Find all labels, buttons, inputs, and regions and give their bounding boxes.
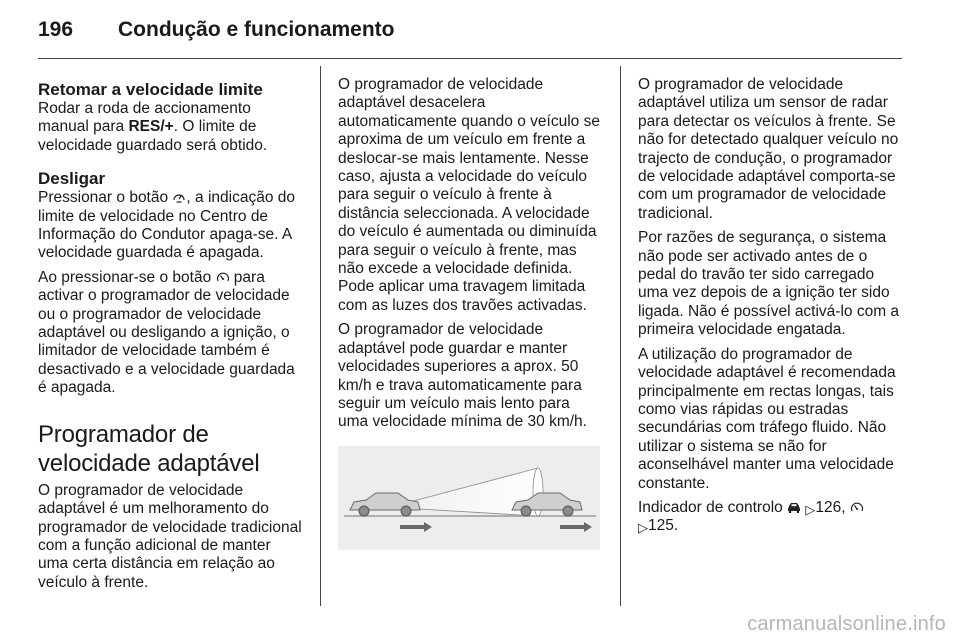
text: Indicador de controlo <box>638 498 783 516</box>
page-reference-link[interactable]: 125. <box>648 517 679 535</box>
direction-arrow-left <box>400 522 432 532</box>
section-heading-resume: Retomar a velocidade limite <box>38 80 263 99</box>
speed-limiter-icon <box>172 190 186 204</box>
text: Pressionar o botão <box>38 189 173 207</box>
text: Ao pressionar-se o botão <box>38 268 216 286</box>
chapter-title: Condução e funcionamento <box>118 18 395 41</box>
text: . O limite de velocidade guardado será obtido. <box>38 118 268 154</box>
paragraph-resume <box>38 100 304 155</box>
paragraph-control-indicator <box>638 499 904 536</box>
direction-arrow-right <box>560 522 592 532</box>
page-header <box>38 18 902 48</box>
column-divider-1 <box>320 66 321 606</box>
page-reference-arrow-icon: ▷ <box>638 520 648 536</box>
header-rule <box>38 58 902 59</box>
section-heading-adaptive-cruise: Programador de velocidade adaptável <box>38 420 260 477</box>
paragraph-deceleration: O programador de velocidade adaptável desacelera automaticamente quando o veículo se aproxima de um veículo em frente a deslocar-se mais lentamente. Nesse caso, ajusta a velocidade do veículo para seguir o veículo à frente à distância seleccionada. A velocidade do veículo é aumentada ou diminuída para seguir o veículo à frente, mas não excede a velocidade definida. Pode aplicar uma travagem limitada com as luzes dos travões activadas. <box>338 76 600 314</box>
paragraph-radar-sensor: O programador de velocidade adaptável utiliza um sensor de radar para detectar os veículos à frente. Se não for detectado qualquer veículo no trajecto de condução, o programador de velocidade adaptável comporta-se com um programador de velocidade tradicional. <box>638 76 899 222</box>
cruise-control-icon <box>850 500 864 514</box>
page-number: 196 <box>38 18 74 41</box>
text: , a indicação do limite de velocidade no Centro de Informação do Condutor apaga-se. A velocidade guardada é apagada. <box>38 189 295 262</box>
paragraph-speed-range: O programador de velocidade adaptável pode guardar e manter velocidades superiores a aprox. 50 km/h e trava automaticamente para seguir um veículo mais lento para uma velocidade mínima de 30 km/h. <box>338 321 587 431</box>
paragraph-adaptive-intro: O programador de velocidade adaptável é um melhoramento do programador de velocidade tradicional com a função adicional de manter uma certa distância em relação ao veículo à frente. <box>38 481 302 591</box>
bold-label-res: RES/+ <box>128 118 174 136</box>
watermark: carmanualsonline.info <box>747 613 946 635</box>
section-heading-switch-off: Desligar <box>38 169 106 189</box>
own-vehicle-shape <box>350 493 420 516</box>
adaptive-cruise-illustration <box>338 446 600 550</box>
paragraph-switch-off <box>38 189 304 263</box>
paragraph-safety: Por razões de segurança, o sistema não pode ser activado antes de o pedal do travão ter sido carregado uma vez depois de a ignição ter sido ligada. Não é possível activá-lo com a primeira velocidade engatada. <box>638 229 900 339</box>
column-3 <box>638 66 904 542</box>
column-1 <box>38 66 304 598</box>
cruise-control-icon <box>216 270 230 284</box>
column-divider-2 <box>620 66 621 606</box>
paragraph-deactivation <box>38 269 304 398</box>
paragraph-recommendation: A utilização do programador de velocidade adaptável é recomendada principalmente em rectas longas, tais como vias rápidas ou estradas secundárias com tráfego fluido. Não utilizar o sistema se não for aconselhável manter uma velocidade constante. <box>638 345 896 492</box>
text: Rodar a roda de accionamento manual para <box>38 100 251 136</box>
column-2 <box>338 66 604 550</box>
page-reference-link[interactable]: 126, <box>815 498 846 516</box>
vehicle-ahead-icon <box>787 500 801 514</box>
text: para activar o programador de velocidade ou o programador de velocidade adaptável ou desligando a ignição, o limitador de velocidade também é desactivado e a velocidade guardada é apagada. <box>38 268 295 397</box>
page-reference-arrow-icon: ▷ <box>805 501 816 517</box>
radar-illustration-svg <box>338 446 600 550</box>
